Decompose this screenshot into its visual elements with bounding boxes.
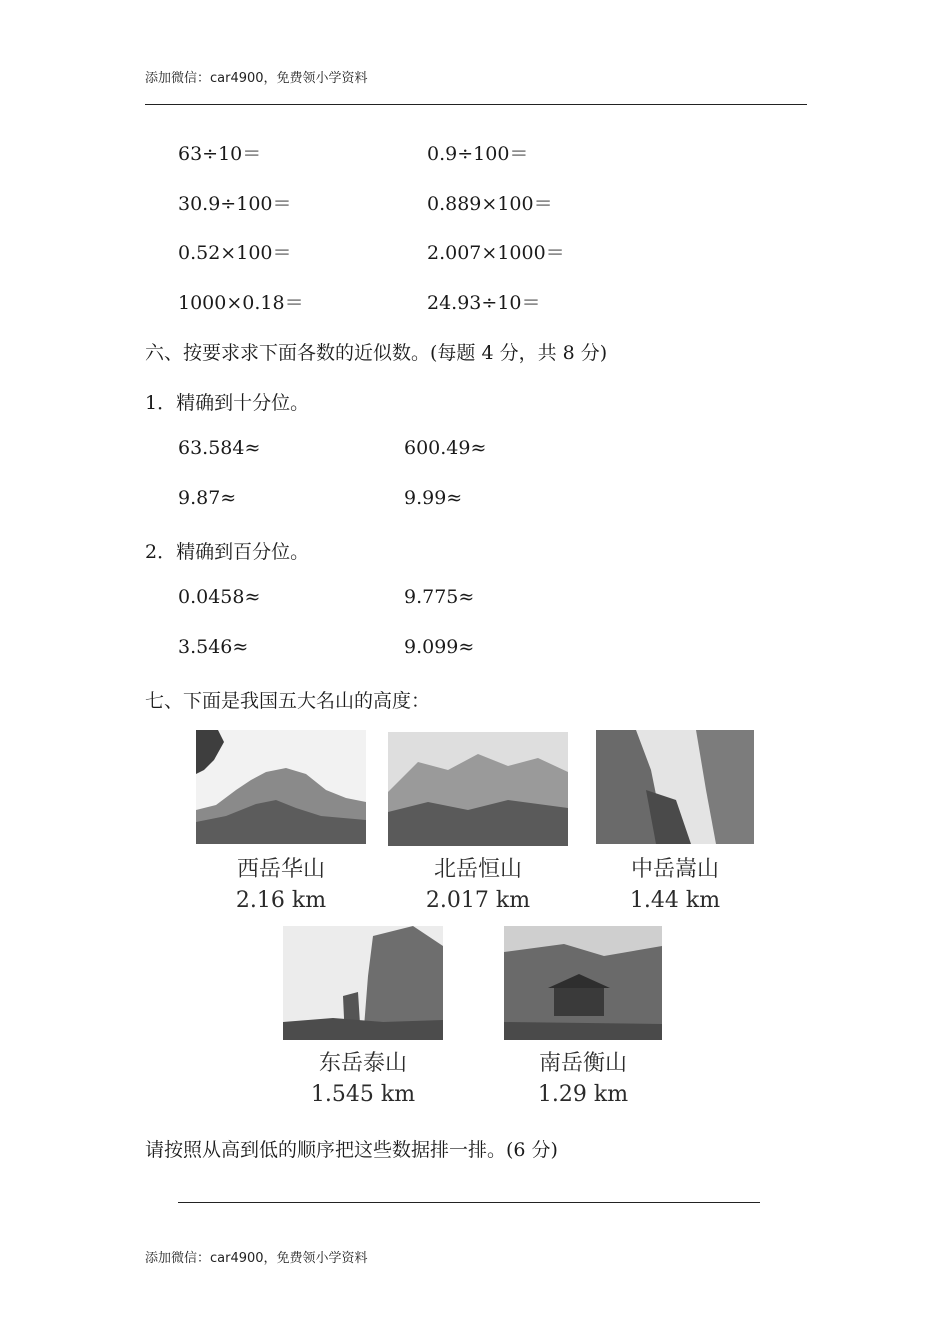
page-footer: 添加微信：car4900，免费领小学资料 <box>145 1251 368 1266</box>
calc-3-right: 2.007×1000＝ <box>427 242 565 264</box>
mountain-photo-taishan <box>283 926 443 1040</box>
approx-2-left: 9.87≈ <box>178 487 237 509</box>
page-header: 添加微信：car4900，免费领小学资料 <box>145 71 368 86</box>
mountain-name: 北岳恒山 <box>433 857 522 882</box>
mountain-photo-songshan <box>596 730 754 844</box>
section-6-part-2-title: 2．精确到百分位。 <box>145 541 310 563</box>
calc-1-left: 63÷10＝ <box>178 143 262 165</box>
approx-2-right: 9.99≈ <box>404 487 463 509</box>
calc-2-left: 30.9÷100＝ <box>178 193 292 215</box>
answer-line <box>178 1202 760 1203</box>
mountain-photo-hengshan-north <box>388 732 568 846</box>
approx-1-left: 63.584≈ <box>178 437 261 459</box>
section-6-part-1-title: 1．精确到十分位。 <box>145 392 310 414</box>
calc-4-right: 24.93÷10＝ <box>427 292 541 314</box>
approx-4-left: 3.546≈ <box>178 636 249 658</box>
mountain-name: 中岳嵩山 <box>630 857 719 882</box>
calc-1-right: 0.9÷100＝ <box>427 143 529 165</box>
approx-3-right: 9.775≈ <box>404 586 475 608</box>
calc-4-left: 1000×0.18＝ <box>178 292 304 314</box>
calc-3-left: 0.52×100＝ <box>178 242 292 264</box>
mountain-height: 1.545 km <box>310 1082 416 1107</box>
mountain-caption-taishan <box>283 1048 443 1110</box>
mountain-height: 1.44 km <box>629 888 721 913</box>
mountain-caption-songshan <box>596 854 754 916</box>
approx-3-left: 0.0458≈ <box>178 586 261 608</box>
section-7-question: 请按照从高到低的顺序把这些数据排一排。(6 分) <box>145 1139 558 1161</box>
mountain-caption-hengshan-north <box>388 854 568 916</box>
calc-2-right: 0.889×100＝ <box>427 193 553 215</box>
mountain-photo-hengshan-south <box>504 926 662 1040</box>
approx-4-right: 9.099≈ <box>404 636 475 658</box>
mountain-photo-huashan <box>196 730 366 844</box>
mountain-name: 南岳衡山 <box>538 1051 627 1076</box>
section-7-title: 七、下面是我国五大名山的高度： <box>145 690 431 712</box>
mountain-caption-hengshan-south <box>504 1048 662 1110</box>
mountain-name: 西岳华山 <box>236 857 325 882</box>
mountain-caption-huashan <box>196 854 366 916</box>
mountain-height: 1.29 km <box>537 1082 629 1107</box>
mountain-height: 2.16 km <box>235 888 327 913</box>
mountain-height: 2.017 km <box>425 888 531 913</box>
header-rule <box>145 104 807 105</box>
mountain-name: 东岳泰山 <box>318 1051 407 1076</box>
section-6-title: 六、按要求求下面各数的近似数。(每题 4 分，共 8 分) <box>145 342 608 364</box>
approx-1-right: 600.49≈ <box>404 437 487 459</box>
